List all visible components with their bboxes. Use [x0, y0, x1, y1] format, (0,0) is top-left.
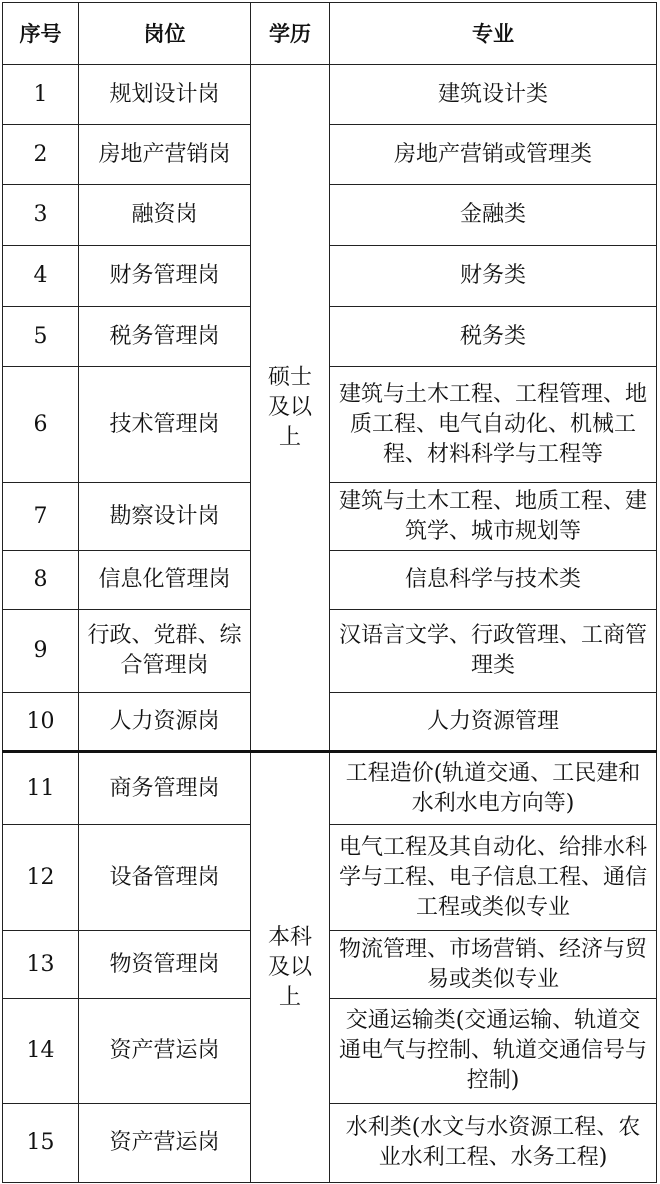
table-row — [3, 65, 657, 125]
table-row — [3, 825, 657, 931]
row-major: 物流管理、市场营销、经济与贸易或类似专业 — [330, 931, 657, 999]
row-post: 财务管理岗 — [79, 246, 251, 307]
row-no: 15 — [3, 1104, 79, 1183]
table-row — [3, 185, 657, 246]
row-major: 建筑与土木工程、工程管理、地质工程、电气自动化、机械工程、材料科学与工程等 — [330, 367, 657, 483]
row-post: 技术管理岗 — [79, 367, 251, 483]
row-no: 10 — [3, 693, 79, 752]
row-post: 资产营运岗 — [79, 999, 251, 1104]
row-no: 12 — [3, 825, 79, 931]
row-no: 4 — [3, 246, 79, 307]
table-row — [3, 483, 657, 551]
row-major: 信息科学与技术类 — [330, 551, 657, 610]
row-no: 5 — [3, 307, 79, 367]
education-label: 本科 及以 上 — [267, 924, 312, 1010]
row-no: 1 — [3, 65, 79, 125]
table-row — [3, 307, 657, 367]
header-no: 序号 — [3, 3, 79, 65]
row-post: 规划设计岗 — [79, 65, 251, 125]
row-major: 交通运输类(交通运输、轨道交通电气与控制、轨道交通信号与控制) — [330, 999, 657, 1104]
table-row — [3, 693, 657, 752]
row-post: 税务管理岗 — [79, 307, 251, 367]
row-post: 融资岗 — [79, 185, 251, 246]
row-major: 水利类(水文与水资源工程、农业水利工程、水务工程) — [330, 1104, 657, 1183]
row-no: 8 — [3, 551, 79, 610]
header-education: 学历 — [251, 3, 330, 65]
header-row — [3, 3, 657, 65]
table-row — [3, 367, 657, 483]
row-major: 电气工程及其自动化、给排水科学与工程、电子信息工程、通信工程或类似专业 — [330, 825, 657, 931]
row-post: 资产营运岗 — [79, 1104, 251, 1183]
row-major: 税务类 — [330, 307, 657, 367]
row-post: 商务管理岗 — [79, 752, 251, 825]
row-post: 行政、党群、综合管理岗 — [79, 610, 251, 693]
recruitment-table — [2, 2, 657, 1183]
row-no: 11 — [3, 752, 79, 825]
table-row — [3, 999, 657, 1104]
row-major: 工程造价(轨道交通、工民建和水利水电方向等) — [330, 752, 657, 825]
row-post: 物资管理岗 — [79, 931, 251, 999]
row-no: 6 — [3, 367, 79, 483]
education-label: 硕士 及以 上 — [267, 364, 312, 450]
education-cell — [251, 752, 330, 1183]
row-post: 房地产营销岗 — [79, 125, 251, 185]
row-major: 建筑设计类 — [330, 65, 657, 125]
row-no: 3 — [3, 185, 79, 246]
row-major: 人力资源管理 — [330, 693, 657, 752]
header-major: 专业 — [330, 3, 657, 65]
row-post: 设备管理岗 — [79, 825, 251, 931]
row-major: 建筑与土木工程、地质工程、建筑学、城市规划等 — [330, 483, 657, 551]
row-post: 信息化管理岗 — [79, 551, 251, 610]
row-post: 人力资源岗 — [79, 693, 251, 752]
header-post: 岗位 — [79, 3, 251, 65]
row-post: 勘察设计岗 — [79, 483, 251, 551]
row-no: 7 — [3, 483, 79, 551]
row-no: 2 — [3, 125, 79, 185]
table-row — [3, 931, 657, 999]
row-major: 汉语言文学、行政管理、工商管理类 — [330, 610, 657, 693]
table-row — [3, 610, 657, 693]
table-row — [3, 752, 657, 825]
row-no: 9 — [3, 610, 79, 693]
row-major: 财务类 — [330, 246, 657, 307]
table-row — [3, 551, 657, 610]
row-no: 14 — [3, 999, 79, 1104]
row-no: 13 — [3, 931, 79, 999]
table-row — [3, 246, 657, 307]
table-row — [3, 1104, 657, 1183]
table-row — [3, 125, 657, 185]
education-cell — [251, 65, 330, 752]
row-major: 金融类 — [330, 185, 657, 246]
row-major: 房地产营销或管理类 — [330, 125, 657, 185]
